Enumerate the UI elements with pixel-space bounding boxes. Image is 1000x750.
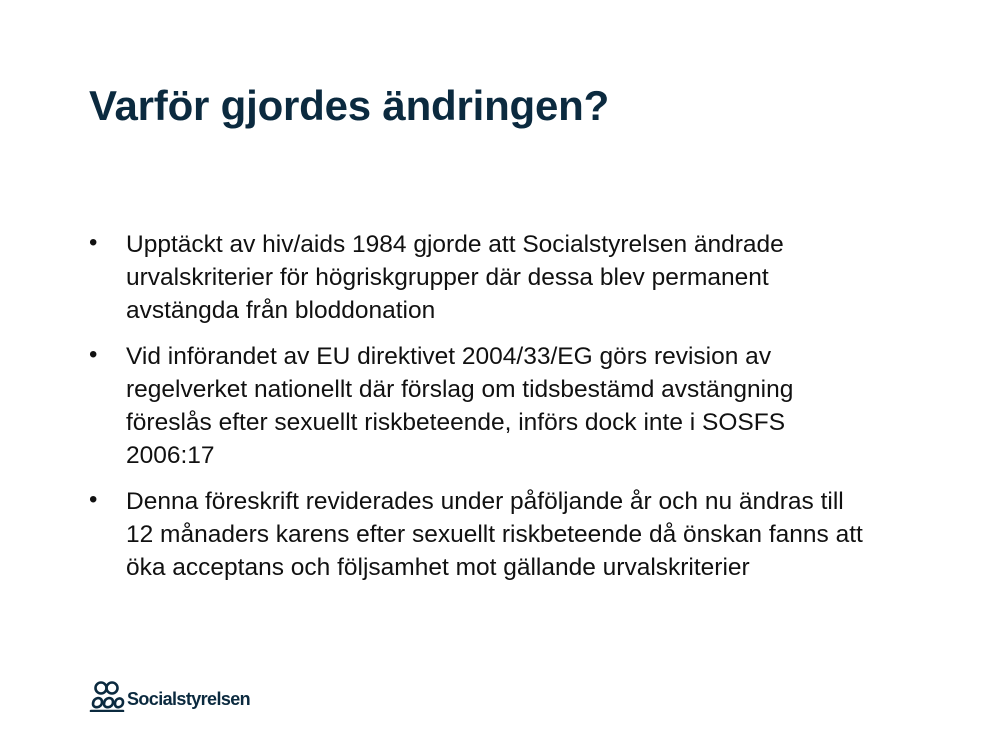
bullet-item xyxy=(89,228,869,327)
bullet-text: Upptäckt av hiv/aids 1984 gjorde att Socialstyrelsen ändrade urvalskriterier för högriskgrupper där dessa blev permanent avstängda från bloddonation xyxy=(126,231,784,324)
bullet-item xyxy=(89,340,869,472)
logo-wordmark: Socialstyrelsen xyxy=(127,688,251,709)
socialstyrelsen-logo xyxy=(89,680,250,712)
bullet-text: Vid införandet av EU direktivet 2004/33/EG görs revision av regelverket nationellt där förslag om tidsbestämd avstängning föreslås efter sexuellt riskbeteende, införs dock inte i SOSFS 2006:17 xyxy=(126,343,794,469)
slide-title: Varför gjordes ändringen? xyxy=(89,82,610,129)
socialstyrelsen-logo-icon xyxy=(89,680,125,712)
bullet-marker: • xyxy=(89,229,98,256)
bullet-list xyxy=(89,228,869,597)
bullet-marker: • xyxy=(89,486,98,513)
bullet-marker: • xyxy=(89,341,98,368)
bullet-text: Denna föreskrift reviderades under påföljande år och nu ändras till 12 månaders karens efter sexuellt riskbeteende då önskan fanns att öka acceptans och följsamhet mot gällande urvalskriterier xyxy=(126,488,863,581)
bullet-item xyxy=(89,485,869,584)
